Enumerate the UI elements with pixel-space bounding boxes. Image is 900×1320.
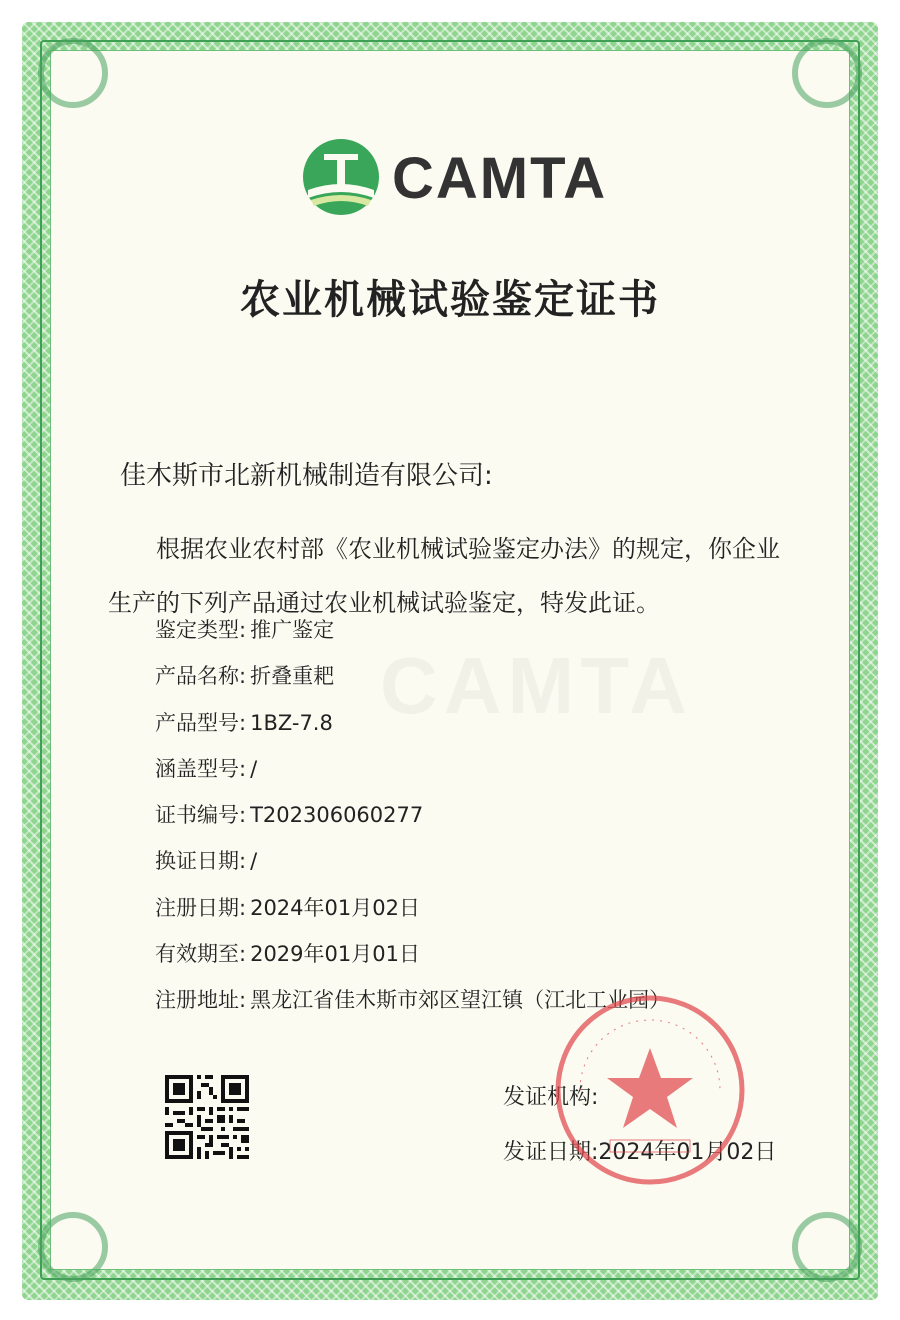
field-product-model <box>155 708 670 754</box>
corner-ornament <box>38 38 108 108</box>
field-covered-models <box>155 754 670 800</box>
field-label: 有效期至: <box>155 942 247 967</box>
issue-date-label: 发证日期: <box>503 1140 599 1165</box>
certificate-body: 根据农业农村部《农业机械试验鉴定办法》的规定，你企业生产的下列产品通过农业机械试验鉴定，特发此证。 <box>108 535 780 617</box>
field-value: / <box>250 756 258 781</box>
field-label: 产品名称: <box>155 664 247 689</box>
field-registration-date <box>155 893 670 939</box>
corner-ornament <box>38 1212 108 1282</box>
field-label: 涵盖型号: <box>155 756 247 781</box>
qr-code-icon <box>165 1075 249 1159</box>
field-label: 注册地址: <box>155 988 247 1013</box>
issue-date-value: 2024年01月02日 <box>598 1140 777 1165</box>
field-value: 1BZ-7.8 <box>250 710 333 735</box>
watermark: CAMTA <box>380 641 693 730</box>
issuer-label: 发证机构: <box>503 1085 599 1110</box>
field-value: 推广鉴定 <box>250 618 335 642</box>
field-appraisal-type <box>155 615 670 661</box>
certificate-title: 农业机械试验鉴定证书 <box>240 276 660 323</box>
field-certificate-number <box>155 800 670 846</box>
camta-logo-icon <box>302 138 380 216</box>
field-value: T202306060277 <box>250 803 424 828</box>
field-label: 产品型号: <box>155 710 247 735</box>
field-label: 换证日期: <box>155 849 247 874</box>
field-product-name <box>155 661 670 707</box>
field-value: 2029年01月01日 <box>250 942 420 967</box>
addressee: 佳木斯市北新机械制造有限公司: <box>120 461 493 491</box>
official-seal-icon <box>550 990 750 1190</box>
field-label: 注册日期: <box>155 895 247 920</box>
field-value: 黑龙江省佳木斯市郊区望江镇（江北工业园） <box>250 988 671 1013</box>
field-label: 鉴定类型: <box>155 618 247 642</box>
field-label: 证书编号: <box>155 803 247 828</box>
logo <box>302 138 608 218</box>
field-value: 2024年01月02日 <box>250 895 420 920</box>
field-valid-until <box>155 939 670 985</box>
field-renewal-date <box>155 846 670 892</box>
field-value: / <box>250 849 258 874</box>
field-value: 折叠重耙 <box>250 664 335 689</box>
corner-ornament <box>792 38 862 108</box>
fields-list <box>155 615 670 1032</box>
corner-ornament <box>792 1212 862 1282</box>
logo-text: CAMTA <box>392 146 608 211</box>
